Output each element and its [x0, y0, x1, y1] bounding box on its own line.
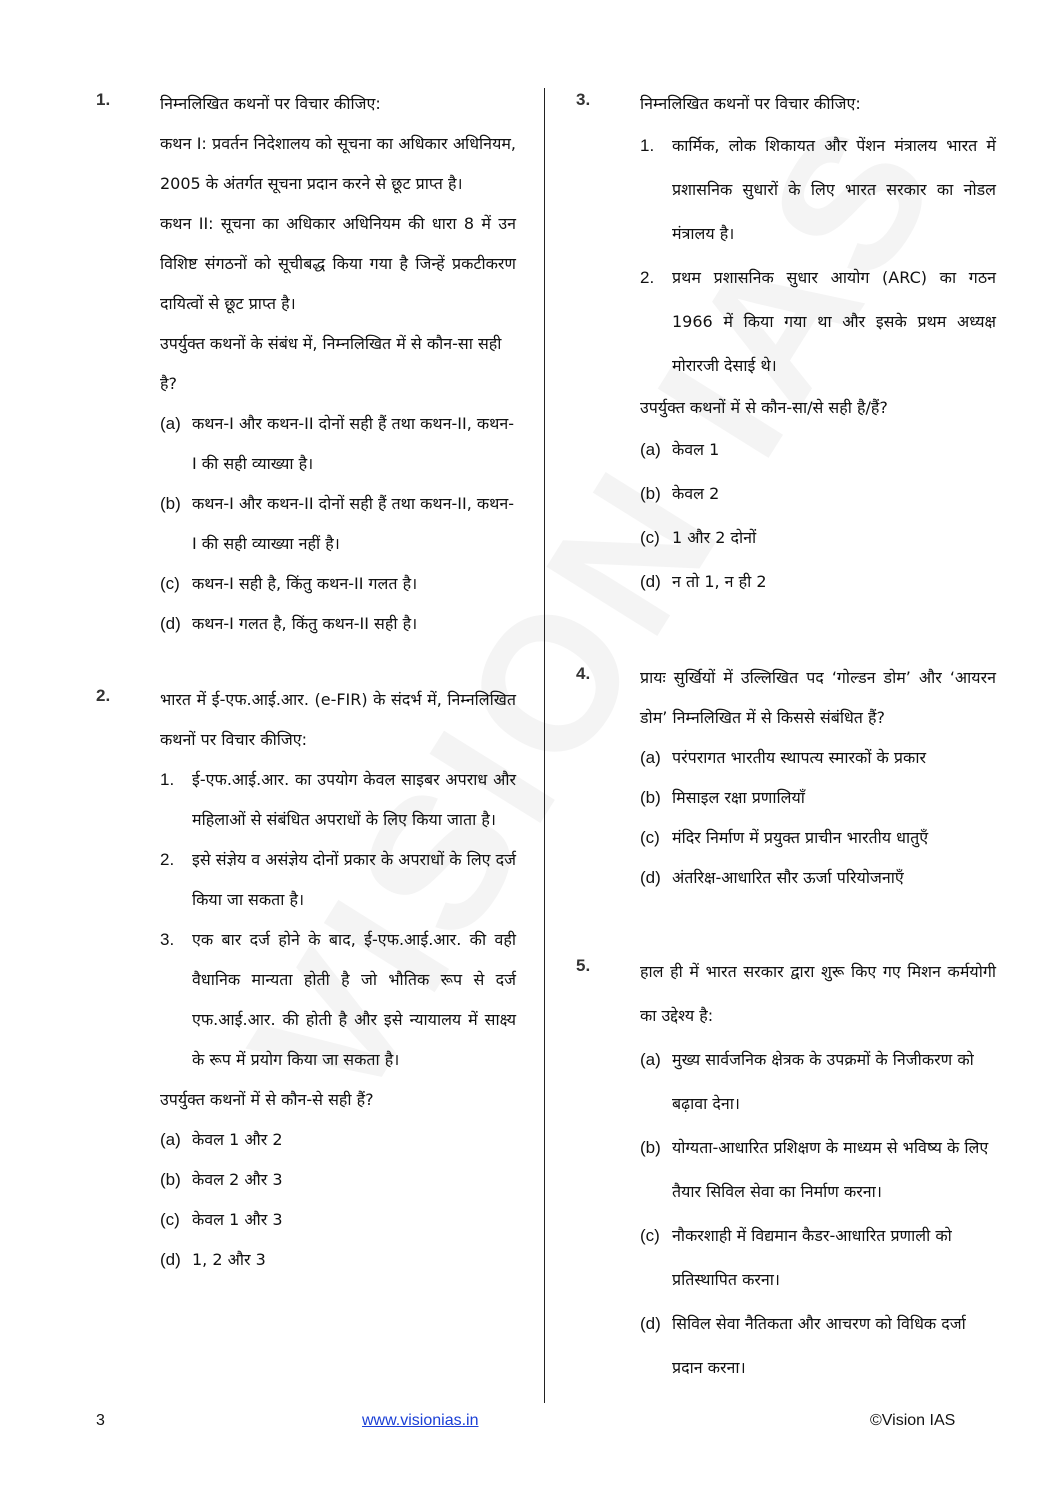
question-prompt: उपर्युक्त कथनों में से कौन-सा/से सही है/हैं? [640, 398, 888, 417]
option-c[interactable] [640, 818, 996, 858]
question-intro: निम्नलिखित कथनों पर विचार कीजिए: [640, 94, 861, 113]
option-a[interactable] [640, 428, 996, 472]
option-label: (b) [160, 1170, 181, 1189]
option-text: कथन-I और कथन-II दोनों सही हैं तथा कथन-II, कथन-I की सही व्याख्या नहीं है। [192, 494, 515, 553]
option-label: (b) [640, 788, 661, 807]
option-label: (a) [640, 440, 661, 459]
option-label: (a) [160, 1130, 181, 1149]
item-text: कार्मिक, लोक शिकायत और पेंशन मंत्रालय भारत में प्रशासनिक सुधारों के लिए भारत सरकार का नोडल मंत्रालय है। [672, 136, 996, 243]
item-label: 1. [160, 770, 175, 789]
option-b[interactable] [640, 1126, 996, 1214]
option-a[interactable] [640, 738, 996, 778]
option-label: (a) [640, 1050, 661, 1069]
question-2 [96, 680, 516, 1280]
option-label: (d) [640, 868, 661, 887]
item-text: ई-एफ.आई.आर. का उपयोग केवल साइबर अपराध और महिलाओं से संबंधित अपराधों के लिए किया जाता है। [192, 770, 516, 829]
question-number: 3. [576, 90, 591, 109]
question-intro: निम्नलिखित कथनों पर विचार कीजिए: [160, 94, 381, 113]
option-c[interactable] [160, 1200, 516, 1240]
option-d[interactable] [640, 1302, 996, 1390]
option-text: अंतरिक्ष-आधारित सौर ऊर्जा परियोजनाएँ [672, 868, 904, 887]
statement-item-3 [160, 920, 516, 1080]
option-label: (a) [160, 414, 181, 433]
question-number: 2. [96, 686, 111, 705]
question-number: 5. [576, 956, 591, 975]
option-c[interactable] [640, 516, 996, 560]
option-a[interactable] [160, 1120, 516, 1160]
option-c[interactable] [160, 564, 516, 604]
option-text: केवल 2 [672, 484, 720, 503]
copyright-text: ©Vision IAS [870, 1412, 956, 1429]
option-label: (c) [160, 1210, 180, 1229]
statement-item-2 [160, 840, 516, 920]
option-d[interactable] [160, 1240, 516, 1280]
option-b[interactable] [640, 472, 996, 516]
statement-item-1 [160, 760, 516, 840]
question-3 [576, 84, 996, 604]
question-1 [96, 84, 516, 644]
option-text: कथन-I और कथन-II दोनों सही हैं तथा कथन-II, कथन-I की सही व्याख्या है। [192, 414, 515, 473]
option-label: (c) [640, 528, 660, 547]
statement-item-2 [640, 256, 996, 388]
statement-1: कथन I: प्रवर्तन निदेशालय को सूचना का अधिकार अधिनियम, 2005 के अंतर्गत सूचना प्रदान करने से छूट प्राप्त है। [160, 134, 516, 193]
option-text: केवल 1 और 2 [192, 1130, 283, 1149]
option-label: (c) [160, 574, 180, 593]
option-text: सिविल सेवा नैतिकता और आचरण को विधिक दर्जा प्रदान करना। [672, 1314, 966, 1377]
statement-item-1 [640, 124, 996, 256]
option-label: (b) [640, 1138, 661, 1157]
option-b[interactable] [160, 1160, 516, 1200]
option-text: 1 और 2 दोनों [672, 528, 757, 547]
option-label: (d) [640, 572, 661, 591]
option-text: योग्यता-आधारित प्रशिक्षण के माध्यम से भविष्य के लिए तैयार सिविल सेवा का निर्माण करना। [672, 1138, 989, 1201]
option-a[interactable] [640, 1038, 996, 1126]
option-text: 1, 2 और 3 [192, 1250, 266, 1269]
option-label: (d) [160, 614, 181, 633]
website-link[interactable]: www.visionias.in [362, 1412, 479, 1429]
question-intro: प्रायः सुर्खियों में उल्लिखित पद ‘गोल्डन डोम’ और ‘आयरन डोम’ निम्नलिखित में से किससे संबंधित हैं? [640, 668, 996, 727]
option-text: केवल 1 [672, 440, 720, 459]
option-text: मुख्य सार्वजनिक क्षेत्रक के उपक्रमों के निजीकरण को बढ़ावा देना। [672, 1050, 974, 1113]
question-prompt: उपर्युक्त कथनों में से कौन-से सही हैं? [160, 1090, 374, 1109]
right-column [576, 84, 996, 1390]
question-intro: भारत में ई-एफ.आई.आर. (e-FIR) के संदर्भ में, निम्नलिखित कथनों पर विचार कीजिए: [160, 690, 516, 749]
option-c[interactable] [640, 1214, 996, 1302]
option-label: (d) [160, 1250, 181, 1269]
option-text: केवल 2 और 3 [192, 1170, 283, 1189]
option-text: कथन-I सही है, किंतु कथन-II गलत है। [192, 574, 418, 593]
item-label: 1. [640, 136, 655, 155]
option-a[interactable] [160, 404, 516, 484]
question-prompt: उपर्युक्त कथनों के संबंध में, निम्नलिखित में से कौन-सा सही है? [160, 334, 502, 393]
option-b[interactable] [160, 484, 516, 564]
left-column [96, 84, 516, 1280]
item-label: 2. [160, 850, 175, 869]
item-text: प्रथम प्रशासनिक सुधार आयोग (ARC) का गठन 1966 में किया गया था और इसके प्रथम अध्यक्ष मोरारजी देसाई थे। [672, 268, 996, 375]
option-text: केवल 1 और 3 [192, 1210, 283, 1229]
option-d[interactable] [640, 560, 996, 604]
option-label: (b) [160, 494, 181, 513]
item-label: 2. [640, 268, 655, 287]
question-4 [576, 658, 996, 898]
option-label: (a) [640, 748, 661, 767]
question-intro: हाल ही में भारत सरकार द्वारा शुरू किए गए मिशन कर्मयोगी का उद्देश्य है: [640, 962, 996, 1025]
option-label: (c) [640, 828, 660, 847]
item-label: 3. [160, 930, 175, 949]
option-text: कथन-I गलत है, किंतु कथन-II सही है। [192, 614, 418, 633]
option-text: मिसाइल रक्षा प्रणालियाँ [672, 788, 805, 807]
option-label: (b) [640, 484, 661, 503]
option-label: (d) [640, 1314, 661, 1333]
option-text: न तो 1, न ही 2 [672, 572, 767, 591]
option-text: मंदिर निर्माण में प्रयुक्त प्राचीन भारतीय धातुएँ [672, 828, 929, 847]
item-text: एक बार दर्ज होने के बाद, ई-एफ.आई.आर. की वही वैधानिक मान्यता होती है जो भौतिक रूप से दर्ज एफ.आई.आर. की होती है और इसे न्यायालय में साक्ष्य के रूप में प्रयोग किया जा सकता है। [192, 930, 516, 1069]
option-d[interactable] [160, 604, 516, 644]
page-number: 3 [96, 1412, 105, 1429]
option-b[interactable] [640, 778, 996, 818]
option-d[interactable] [640, 858, 996, 898]
statement-2: कथन II: सूचना का अधिकार अधिनियम की धारा 8 में उन विशिष्ट संगठनों को सूचीबद्ध किया गया है जिन्हें प्रकटीकरण दायित्वों से छूट प्राप्त है। [160, 214, 516, 313]
question-number: 1. [96, 90, 111, 109]
option-label: (c) [640, 1226, 660, 1245]
column-divider [544, 88, 545, 1403]
question-number: 4. [576, 664, 591, 683]
option-text: परंपरागत भारतीय स्थापत्य स्मारकों के प्रकार [672, 748, 927, 767]
option-text: नौकरशाही में विद्यमान कैडर-आधारित प्रणाली को प्रतिस्थापित करना। [672, 1226, 952, 1289]
question-5 [576, 950, 996, 1390]
item-text: इसे संज्ञेय व असंज्ञेय दोनों प्रकार के अपराधों के लिए दर्ज किया जा सकता है। [192, 850, 516, 909]
